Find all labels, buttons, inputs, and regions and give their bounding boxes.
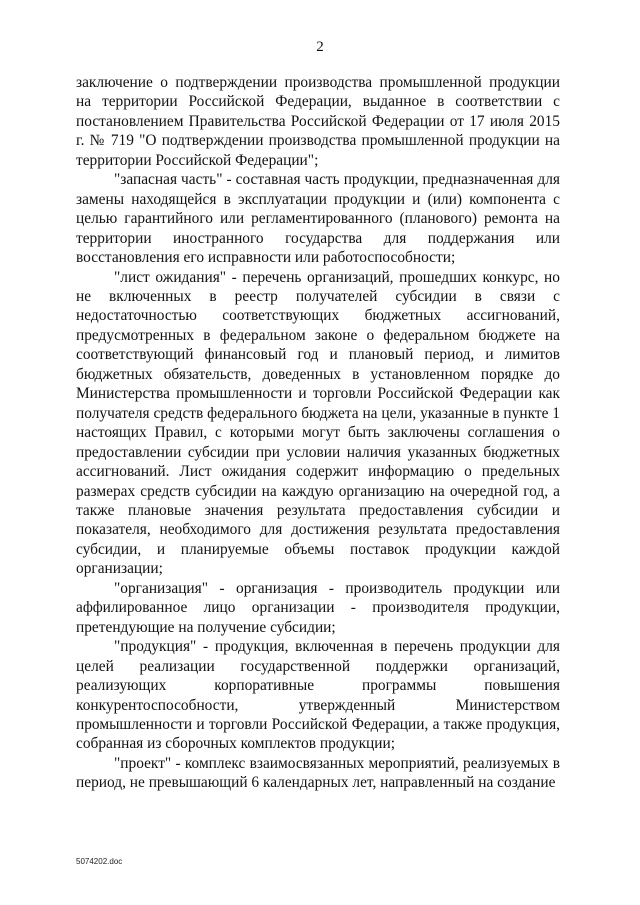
- document-file-code: 5074202.doc: [76, 857, 123, 866]
- document-body: [76, 73, 560, 793]
- paragraph-organization-definition: "организация" - организация - производитель продукции или аффилированное лицо организации - производителя продукции, претендующие на получение субсидии;: [76, 579, 560, 636]
- paragraph-project-definition: "проект" - комплекс взаимосвязанных мероприятий, реализуемых в период, не превышающий 6 календарных лет, направленный на создание: [76, 754, 560, 792]
- paragraph-waiting-list-definition: "лист ожидания" - перечень организаций, прошедших конкурс, но не включенных в реестр получателей субсидии в связи с недостаточностью соответствующих бюджетных ассигнований, предусмотренных в федеральном законе о федеральном бюджете на соответствующий финансовый год и плановый период, и лимитов бюджетных обязательств, доведенных в установленном порядке до Министерства промышленности и торговли Российской Федерации как получателя средств федерального бюджета на цели, указанные в пункте 1 настоящих Правил, с которыми могут быть заключены соглашения о предоставлении субсидии при условии наличия указанных бюджетных ассигнований. Лист ожидания содержит информацию о предельных размерах средств субсидии на каждую организацию на очередной год, а также плановые значения результата предоставления субсидии и показателя, необходимого для достижения результата предоставления субсидии, и планируемые объемы поставок продукции каждой организации;: [76, 268, 560, 578]
- paragraph-conclusion-continued: заключение о подтверждении производства промышленной продукции на территории Российской Федерации, выданное в соответствии с постановлением Правительства Российской Федерации от 17 июля 2015 г. № 719 "О подтверждении производства промышленной продукции на территории Российской Федерации";: [76, 74, 560, 169]
- page-number: 2: [316, 39, 324, 55]
- paragraph-spare-part-definition: "запасная часть" - составная часть продукции, предназначенная для замены находящейся в эксплуатации продукции и (или) компонента с целью гарантийного или регламентированного (планового) ремонта на территории иностранного государства для поддержания или восстановления его исправности или работоспособности;: [76, 171, 560, 267]
- paragraph-products-definition: "продукция" - продукция, включенная в перечень продукции для целей реализации государственной поддержки организаций, реализующих корпоративные программы повышения конкурентоспособности, утвержденный Министерством промышленности и торговли Российской Федерации, а также продукция, собранная из сборочных комплектов продукции;: [76, 638, 560, 753]
